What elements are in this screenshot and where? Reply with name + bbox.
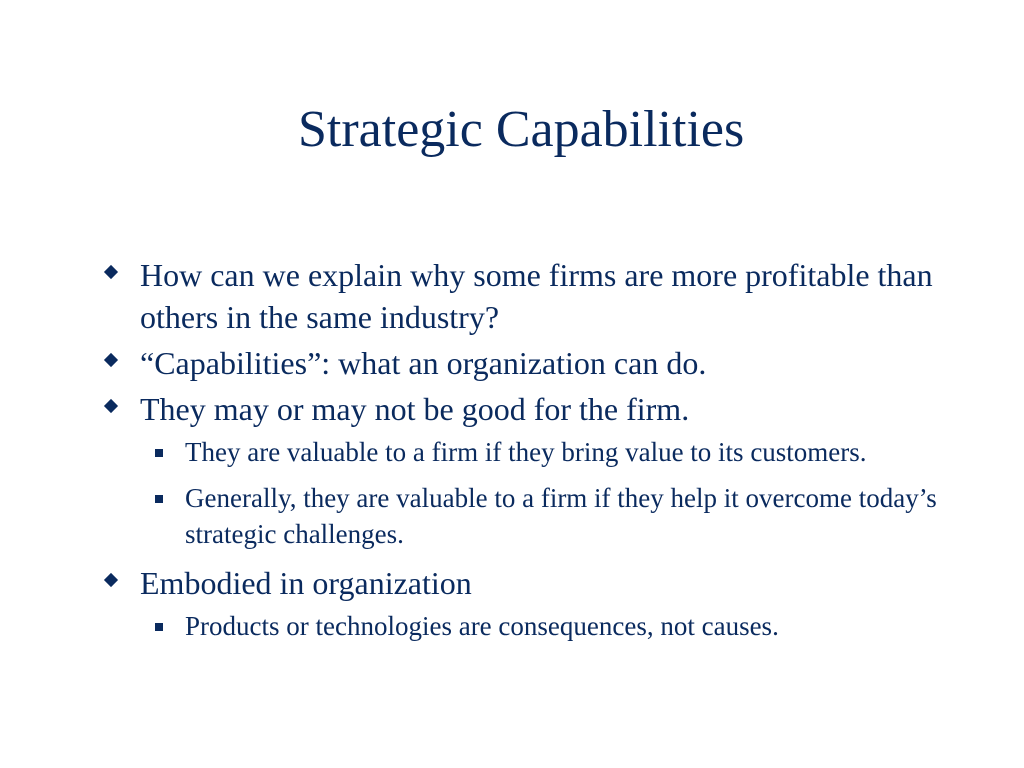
bullet-text: “Capabilities”: what an organization can do.: [140, 345, 707, 381]
sub-bullet-item: [100, 434, 980, 470]
sub-bullet-item: [100, 608, 980, 644]
square-bullet-icon: [155, 623, 163, 631]
sub-bullet-text: They are valuable to a firm if they bring value to its customers.: [185, 437, 867, 467]
sub-bullet-text: Generally, they are valuable to a firm if they help it overcome today’s strategic challenges.: [185, 483, 937, 549]
square-bullet-icon: [155, 449, 163, 457]
slide-body: [100, 254, 980, 654]
bullet-item: [100, 254, 980, 338]
diamond-bullet-icon: [104, 399, 118, 413]
bullet-item: [100, 562, 980, 604]
sub-bullet-text: Products or technologies are consequences, not causes.: [185, 611, 779, 641]
bullet-text: How can we explain why some firms are more profitable than others in the same industry?: [140, 257, 933, 335]
sub-bullet-item: [100, 480, 980, 552]
square-bullet-icon: [155, 495, 163, 503]
bullet-text: They may or may not be good for the firm.: [140, 391, 690, 427]
bullet-item: [100, 388, 980, 430]
slide-title: Strategic Capabilities: [298, 101, 745, 158]
bullet-item: [100, 342, 980, 384]
bullet-text: Embodied in organization: [140, 565, 472, 601]
diamond-bullet-icon: [104, 265, 118, 279]
diamond-bullet-icon: [104, 353, 118, 367]
diamond-bullet-icon: [104, 573, 118, 587]
